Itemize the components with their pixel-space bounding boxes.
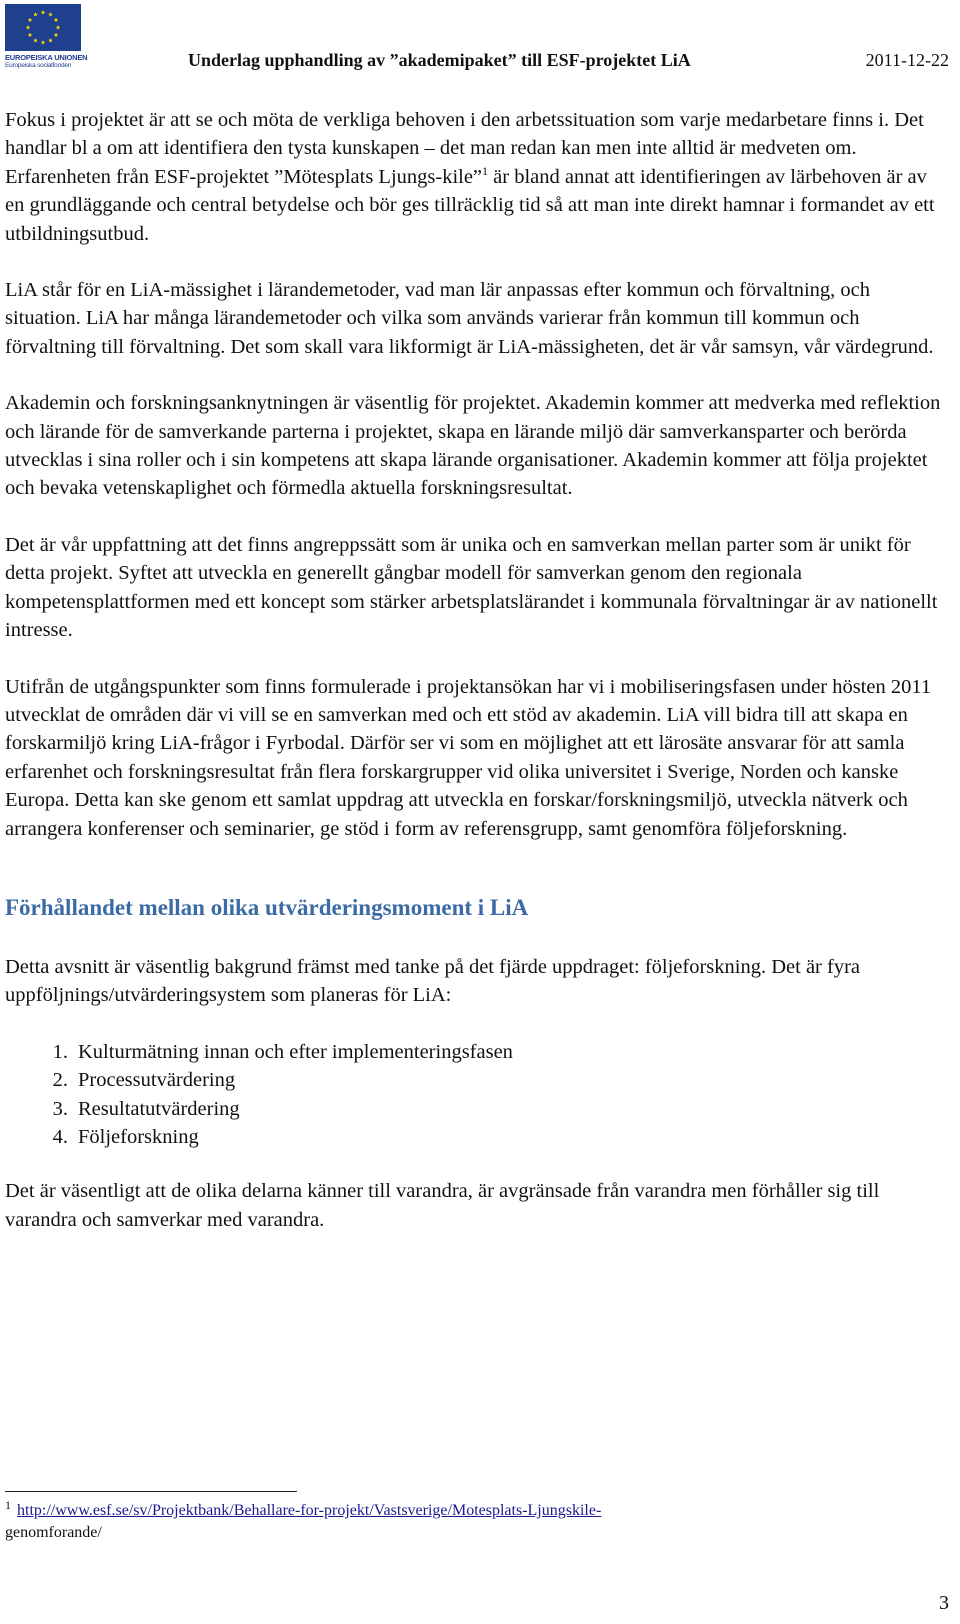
eu-star-icon (28, 33, 33, 37)
list-item-number: 4. (52, 1125, 68, 1148)
paragraph-1-part-b: är bland annat att identifieringen av lärbehoven är av en grundläggande och central betydelse och bör ges tillräcklig tid så att man inte direkt hamnar i formandet av ett utbildningsutbud. (5, 165, 935, 245)
paragraph-2: LiA står för en LiA-mässighet i lärandemetoder, vad man lär anpassas efter kommun och förvaltning, och situation. LiA har många lärandemetoder och vilka som används varierar från kommun till kommun och förvaltning till förvaltning. Det som skall vara likformigt är LiA-mässigheten, det är vår samsyn, vår värdegrund. (5, 279, 934, 358)
list-item (5, 1123, 950, 1151)
eu-star-icon (41, 40, 46, 44)
paragraph-5: Utifrån de utgångspunkter som finns formulerade i projektansökan har vi i mobiliseringsfasen under hösten 2011 utvecklat de områden där vi vill se en samverkan med och ett stöd av akademin. LiA vill bidra till att skapa en forskarmiljö kring LiA-frågor i Fyrbodal. Därför ser vi som en möjlighet att ett lärosäte ansvarar för att samla erfarenhet och forskningsresultat från flera forskargrupper vid olika universitet i Sverige, Norden och kanske Europa. Detta kan ske genom ett samlat uppdrag att utveckla en forskar/forskningsmiljö, utveckla nätverk och arrangera konferenser och seminarier, ge stöd i form av referensgrupp, samt genomföra följeforskning. (5, 675, 932, 840)
section-intro: Detta avsnitt är väsentlig bakgrund främst med tanke på det fjärde uppdraget: följeforskning. Det är fyra uppföljnings/utvärderingsystem som planeras för LiA: (5, 955, 861, 1007)
document-title: Underlag upphandling av ”akademipaket” till ESF-projektet LiA (188, 50, 691, 70)
paragraph-1-part-a: Fokus i projektet är att se och möta de verkliga behoven i den arbetssituation som varje medarbetare finns i. Det handlar bl a om att identifiera den tysta kunskapen – det man redan kan men inte alltid är medveten om. Erfarenheten från ESF-projektet ”Mötesplats Ljungs-kile” (5, 109, 924, 188)
logo-line1: EUROPEISKA UNIONEN (5, 53, 88, 62)
eu-star-icon (26, 25, 31, 29)
footnote-mark: 1 (5, 1497, 11, 1512)
paragraph-3: Akademin och forskningsanknytningen är väsentlig för projektet. Akademin kommer att medverka med reflektion och lärande för de samverkande parterna i projektet, skapa en lärande miljö där samverkansparter och berörda utvecklas i sina roller och i sin kompetens att skapa lärande organisationer. Akademin kommer att följa projektet och bevaka vetenskaplighet och förmedla aktuella forskningsresultat. (5, 392, 941, 500)
list-item-number: 3. (52, 1097, 68, 1120)
eu-star-icon (41, 10, 46, 14)
footnote (5, 1497, 905, 1544)
evaluation-list (5, 1038, 950, 1152)
section-closing: Det är väsentligt att de olika delarna känner till varandra, är avgränsade från varandra men förhåller sig till varandra och samverkar med varandra. (5, 1180, 880, 1231)
eu-logo (5, 4, 88, 69)
list-item-number: 2. (52, 1069, 68, 1092)
document-body (5, 106, 950, 1262)
list-item-text: Resultatutvärdering (78, 1097, 240, 1120)
section-heading: Förhållandet mellan olika utvärderingsmoment i LiA (5, 894, 529, 920)
eu-star-icon (48, 38, 53, 42)
footnote-divider (5, 1491, 297, 1492)
list-item-text: Följeforskning (78, 1125, 199, 1148)
paragraph-1 (5, 106, 950, 248)
eu-star-icon (54, 18, 59, 22)
eu-flag-icon (5, 4, 81, 51)
list-item-text: Kulturmätning innan och efter implementeringsfasen (78, 1040, 513, 1063)
list-item-number: 1. (52, 1040, 68, 1063)
footnote-continuation: genomforande/ (5, 1524, 102, 1541)
list-item-text: Processutvärdering (78, 1069, 236, 1092)
paragraph-4: Det är vår uppfattning att det finns angreppssätt som är unika och en samverkan mellan parter som är unikt för detta projekt. Syftet att utveckla en generellt gångbar modell för samverkan genom den regionala kompetensplattformen med ett koncept som stärker arbetsplatslärandet i kommunala förvaltningar är av nationellt intresse. (5, 533, 938, 642)
logo-line2: Europeiska socialfonden (5, 62, 72, 69)
eu-star-icon (33, 12, 38, 16)
eu-star-icon (56, 25, 61, 29)
page-number: 3 (939, 1592, 949, 1614)
footnote-reference[interactable]: 1 (482, 163, 489, 178)
eu-star-icon (28, 18, 33, 22)
eu-star-icon (48, 12, 53, 16)
list-item (5, 1066, 950, 1094)
list-item (5, 1038, 950, 1066)
document-date: 2011-12-22 (865, 50, 949, 70)
eu-star-icon (33, 38, 38, 42)
list-item (5, 1095, 950, 1123)
footnote-link[interactable]: http://www.esf.se/sv/Projektbank/Behallare-for-projekt/Vastsverige/Motesplats-Ljungskile- (17, 1502, 602, 1519)
eu-star-icon (54, 33, 59, 37)
